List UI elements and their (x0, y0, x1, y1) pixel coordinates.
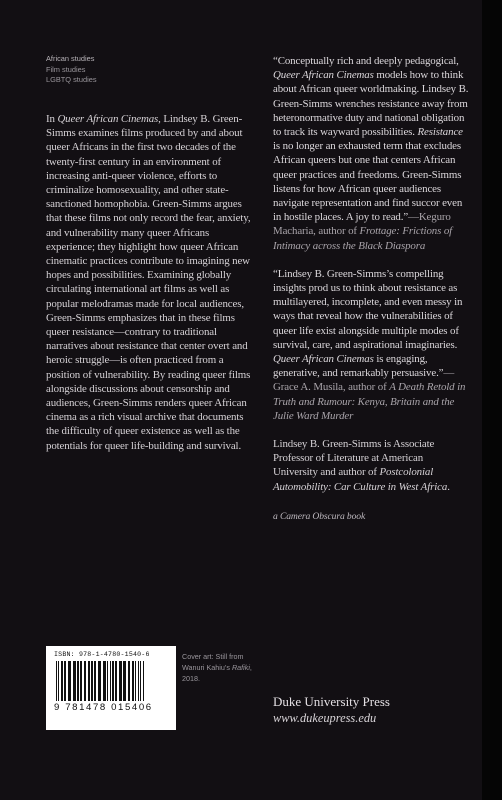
endorsements-column (273, 54, 469, 524)
book-title: Queer African Cinemas (57, 113, 159, 125)
blurb-attribution: —Grace A. Musila, author of (273, 367, 455, 394)
subject-category: African studies (46, 54, 95, 63)
publisher-url[interactable]: www.dukeupress.edu (273, 711, 377, 725)
barcode-bars (54, 661, 168, 701)
barcode (46, 646, 176, 730)
film-title: Rafiki (231, 663, 250, 672)
subject-categories (46, 54, 97, 86)
series-note: a Camera Obscura book (273, 510, 366, 522)
subject-category: Film studies (46, 64, 86, 74)
author-bio: Lindsey B. Green-Simms is Associate Professor of Literature at American University and author of Postcolonial Automobility: Car Culture in West Africa. (273, 438, 450, 493)
isbn-label: ISBN: 978-1-4780-1540-6 (54, 651, 150, 658)
cover-art-credit: Cover art: Still from Wanuri Kahiu’s Rafiki, 2018. (182, 652, 252, 683)
attribution-title: A Death Retold in Truth and Rumour: Kenya, Britain and the Julie Ward Murder (273, 381, 466, 422)
subject-category: LGBTQ studies (46, 75, 97, 85)
description-paragraph: In Queer African Cinemas, Lindsey B. Green-Simms examines films produced by and about queer Africans in the first two decades of the twenty-first century in an environment of increasing anti-queer violence, efforts to criminalize homosexuality, and other state-sanctioned homophobia. Green-Simms argues that these films not only record the fear, anxiety, and vulnerability many queer Africans experience; they highlight how queer African cinematic practices contribute to imagining new hopes and possibilities. Examining globally circulating international art films as well as popular melodramas made for local audiences, Green-Simms emphasizes that in these films queer resistance—contrary to traditional narratives about resistance that center overt and heroic struggle—is often practiced from a position of vulnerability. By reading queer films alongside discussions about censorship and audiences, Green-Simms renders queer African cinema as a rich visual archive that documents the difficulty of queer existence as well as the potentials for queer life-building and survival. (46, 113, 251, 452)
publisher-name: Duke University Press (273, 694, 390, 709)
spine-edge (482, 0, 502, 800)
blurb-attribution: —Keguro Macharia, author of (273, 211, 451, 238)
book-description (46, 112, 254, 453)
barcode-digits: 9 781478 015406 (54, 702, 153, 713)
blurb-musila: “Lindsey B. Green-Simms’s compelling insights prod us to think about resistance as multilayered, incomplete, and even messy in ways that reveal how the vulnerabilities of queer life exist alongside multiple modes of survival, care, and aspirational imaginaries. Queer African Cinemas is engaging, generative, and remarkably persuasive.”—Grace A. Musila, author of A Death Retold in Truth and Rumour: Kenya, Britain and the Julie Ward Murder (273, 267, 466, 422)
attribution-title: Frottage: Frictions of Intimacy across the Black Diaspora (273, 225, 453, 252)
blurb-macharia: “Conceptually rich and deeply pedagogical, Queer African Cinemas models how to think about African queer worldmaking. Lindsey B. Green-Simms wrenches resistance away from heteronormative duty and national obligation to track its wayward possibilities. Resistance is no longer an exhausted term that excludes African queers but one that centers African queer practices and freedoms. Green-Simms listens for how African queer audiences navigate representation and find succor even in hostile places. A joy to read.”—Keguro Macharia, author of Frottage: Frictions of Intimacy across the Black Diaspora (273, 55, 469, 252)
publisher-block (273, 693, 390, 727)
